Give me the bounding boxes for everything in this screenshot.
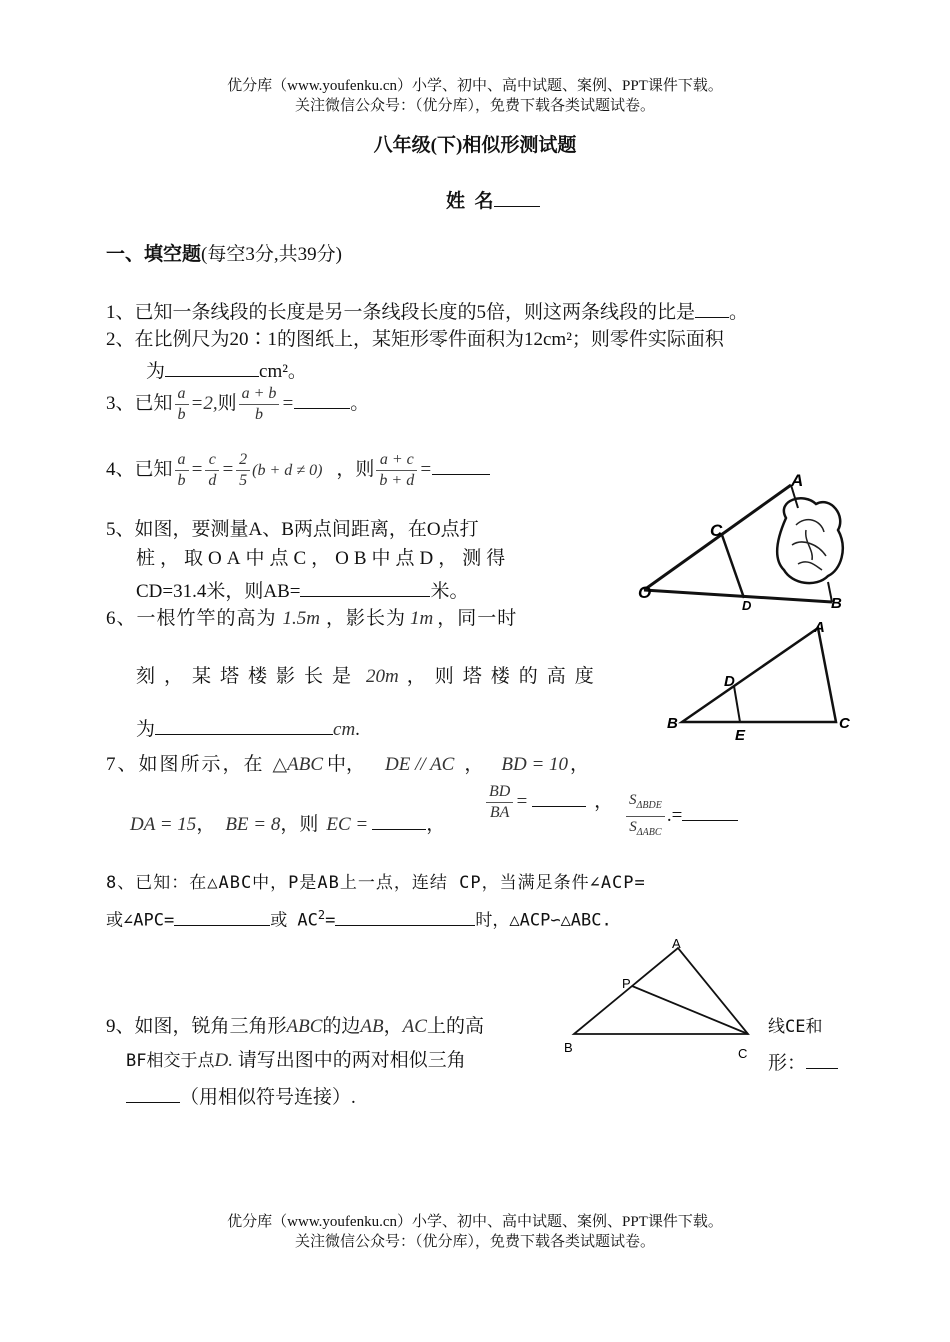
q9-l2-right: 形： [768, 1053, 807, 1074]
q4-blank[interactable] [432, 454, 490, 475]
q4-frac-2-5 [236, 450, 250, 491]
figure-q8-triangle [560, 936, 766, 1066]
section-label: 一、填空题 [106, 244, 202, 265]
q9-blank-2[interactable] [126, 1082, 180, 1103]
q9-l1a: 9、如图，锐角三角形 [106, 1016, 287, 1037]
section-heading [106, 242, 342, 268]
q7-area-num-sub: ΔBDE [636, 800, 662, 811]
question-4: 4、已知 $\frac{a}{b}$ = $\frac{c}{d}$ = $\frac{2}{5}$ (b + d ≠ 0) ，则 $\frac{a + c}{b + d}$ = [106, 450, 490, 491]
q1-text: 1、已知一条线段的长度是另一条线段长度的5倍，则这两条线段的比是 [106, 302, 696, 323]
q4-f1-num: a [175, 450, 189, 471]
figure-q5-lake [636, 470, 854, 610]
q6-mid: ，影长为 [326, 608, 407, 629]
question-5-line3 [136, 576, 469, 605]
q7-blank-ratio[interactable] [532, 786, 586, 807]
q2-text: 2、在比例尺为20∶1的图纸上，某矩形零件面积为12cm²；则零件实际面积 [106, 329, 724, 350]
fig6-label-e: E [735, 727, 746, 742]
question-7-line2: DA = 15， BE = 8，则 EC = ， [130, 784, 445, 838]
q9-l1c: 上的高 [426, 1016, 484, 1037]
q6-l2-end: ，则塔楼的高度 [406, 666, 603, 687]
q9-abc: ABC [286, 1016, 323, 1037]
q2-pre: 为 [146, 361, 166, 382]
q8-pre: 或∠APC= [106, 910, 175, 931]
q3-eq2: = [281, 392, 295, 414]
q9-l1b: 的边 [322, 1016, 361, 1037]
question-7-ratio: $\frac{BD}{BA}$ = ， [484, 782, 613, 823]
q7-be: BE = 8 [225, 814, 281, 835]
q3-then: 则 [217, 392, 237, 414]
q4-f1-den: b [177, 472, 186, 489]
q8-eq: = [325, 910, 336, 931]
q7-ec: EC = [326, 814, 369, 835]
q7-eq: .= [666, 804, 683, 826]
q7-area-num: S [629, 792, 637, 808]
fig8-label-c: C [738, 1046, 748, 1061]
q4-f4-num: a + c [376, 450, 417, 471]
q4-f4-den: b + d [379, 472, 415, 489]
q5-end: 米。 [430, 581, 469, 602]
q8-blank-2[interactable] [335, 905, 475, 926]
q9-ab: AB [360, 1016, 384, 1037]
q8-end: 时，△ACP∽△ABC. [475, 910, 612, 931]
fig5-label-b: B [831, 595, 842, 610]
q9-d: D. [214, 1050, 233, 1071]
q9-comma: ， [383, 1016, 403, 1037]
q7-triangle: △ABC [272, 754, 324, 775]
q4-frac-c-d [205, 450, 219, 491]
q8-sup: 2 [317, 908, 326, 922]
question-5-line2 [136, 546, 576, 572]
q7-in: 中， [327, 754, 366, 775]
footer-line-1: 优分库（www.youfenku.cn）小学、初中、高中试题、案例、PPT课件下载。 [227, 1214, 723, 1230]
question-9-line2-right [768, 1048, 838, 1077]
q3-eq: =2, [190, 392, 218, 414]
q4-f2-num: c [205, 450, 219, 471]
q3-frac1-num: a [175, 384, 189, 405]
fig8-label-p: P [622, 976, 631, 991]
question-6-line3 [136, 714, 360, 743]
q1-end: 。 [729, 302, 749, 323]
q5-pre: CD=31.4米，则AB= [136, 581, 301, 602]
q6-pre: 6、一根竹竿的高为 [106, 608, 277, 629]
q6-value-2: 1m [410, 608, 434, 629]
q4-eq: = [419, 458, 433, 480]
q7-area-den-sub: ΔABC [636, 827, 662, 838]
question-6-line1 [106, 606, 517, 632]
q6-l2-pre: 刻，某塔楼影长是 [136, 666, 361, 687]
fig6-label-b: B [667, 715, 678, 732]
question-9-line3 [126, 1082, 356, 1111]
header-line-2: 关注微信公众号：（优分库），免费下载各类试题试卷。 [294, 98, 655, 114]
q9-ac: AC [402, 1016, 427, 1037]
q4-frac-a-b [175, 450, 189, 491]
fig5-label-c: C [710, 521, 723, 540]
q5-line2-text: 桩，取OA中点C，OB中点D，测得 [136, 548, 511, 569]
section-note: (每空3分,共39分) [201, 244, 342, 265]
q9-l3: （用相似符号连接）. [180, 1087, 356, 1108]
q3-frac-ab-b [239, 384, 280, 425]
q7-frac-area [626, 790, 665, 843]
fig8-label-b: B [564, 1040, 573, 1055]
fig6-label-a: A [814, 619, 825, 636]
header-line-1: 优分库（www.youfenku.cn）小学、初中、高中试题、案例、PPT课件下载。 [227, 78, 723, 94]
q2-unit: cm²。 [259, 361, 307, 382]
q7-blank-ec[interactable] [372, 809, 426, 830]
q6-l3-pre: 为 [136, 719, 156, 740]
q4-condition: (b + d ≠ 0) [252, 461, 323, 479]
q3-blank[interactable] [294, 388, 350, 409]
question-6-line2 [136, 664, 603, 690]
name-field [446, 186, 540, 215]
question-8-line1: 8、已知：在△ABC中，P是AB上一点，连结 CP，当满足条件∠ACP= [106, 873, 646, 893]
q7-then: ，则 [280, 814, 319, 835]
q7-parallel: DE // AC [385, 754, 455, 775]
q6-end: ，同一时 [437, 608, 518, 629]
q3-frac1-den: b [177, 406, 186, 423]
name-label: 姓 名 [446, 191, 494, 212]
q3-frac2-num: a + b [239, 384, 280, 405]
footer-line-2: 关注微信公众号：（优分库），免费下载各类试题试卷。 [294, 1234, 655, 1250]
q7-ratio-den: BA [489, 804, 510, 821]
q7-frac-bd-ba [486, 782, 513, 823]
q9-blank-1[interactable] [806, 1048, 838, 1069]
q9-l2a: BF相交于点 [126, 1051, 215, 1071]
q6-blank[interactable] [155, 714, 333, 735]
name-blank[interactable] [494, 186, 540, 207]
figure-q7-triangle [664, 614, 854, 742]
fig8-label-a: A [672, 936, 681, 951]
question-7-line1: 7、如图所示，在 △ABC 中， DE // AC ， BD = 10 ， [106, 754, 590, 775]
question-9-line1-right: 线CE和 [768, 1017, 823, 1037]
q8-mid: 或 AC [270, 910, 318, 931]
question-2 [106, 327, 724, 353]
fig5-label-d: D [742, 598, 752, 610]
q3-frac2-den: b [255, 406, 263, 423]
page-title: 八年级(下)相似形测试题 [373, 135, 577, 156]
q6-value-3: 20m [366, 666, 399, 687]
q7-area-den: S [629, 819, 637, 835]
q4-f3-num: 2 [236, 450, 250, 471]
question-1 [106, 297, 748, 326]
question-2-line2 [146, 356, 307, 385]
question-9-line1 [106, 1014, 484, 1040]
fig5-label-a: A [791, 471, 804, 490]
q8-blank-1[interactable] [174, 905, 270, 926]
fig5-label-o: O [638, 583, 652, 602]
question-9-line2 [126, 1048, 466, 1074]
q7-da: DA = 15 [130, 814, 197, 835]
q4-f3-den: 5 [239, 472, 248, 489]
q4-frac-ac-bd [376, 450, 417, 491]
question-8-line2 [106, 902, 612, 934]
q3-pre: 3、已知 [106, 392, 173, 414]
fig6-label-d: D [724, 673, 735, 690]
q3-frac-a-b [175, 384, 189, 425]
q4-f2-den: d [208, 472, 217, 489]
q2-blank[interactable] [165, 356, 259, 377]
q6-value-1: 1.5m [282, 608, 320, 629]
q7-blank-area[interactable] [682, 800, 738, 821]
q5-blank[interactable] [300, 576, 430, 597]
q7-bd: BD = 10 [501, 754, 569, 775]
q4-then: ，则 [336, 458, 375, 480]
question-3 [106, 384, 369, 425]
q1-blank[interactable] [695, 297, 729, 318]
question-7-area [624, 790, 738, 843]
q4-pre: 4、已知 [106, 458, 173, 480]
q3-end: 。 [350, 392, 370, 414]
q6-unit: cm [333, 719, 356, 740]
q7-pre: 7、如图所示，在 [106, 754, 265, 775]
q9-l2b: 请写出图中的两对相似三角 [232, 1050, 466, 1071]
fig6-label-c: C [839, 715, 850, 732]
q7-ratio-num: BD [486, 782, 513, 803]
question-5-line1: 5、如图，要测量A、B两点间距离，在O点打 [106, 519, 479, 540]
q6-l3-end: . [355, 719, 360, 740]
